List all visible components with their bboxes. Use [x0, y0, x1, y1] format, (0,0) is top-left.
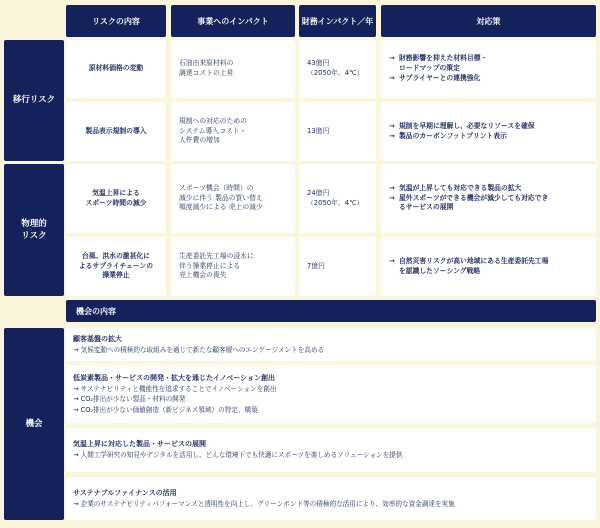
risk-3-finance-note: （2050年、4℃） — [307, 198, 364, 207]
risk-4-measures — [381, 237, 596, 296]
risk-4-content-line: 操業停止 — [102, 271, 130, 280]
measure-text: るサービスの展開 — [399, 203, 454, 212]
measure-text: 自然災害リスクが高い地域にある生産委託先工場 — [399, 256, 549, 265]
risk-2-impact — [171, 102, 295, 161]
section-opportunity-label: 機会 — [25, 418, 43, 429]
risk-3-impact — [171, 164, 295, 233]
risk-1-impact-line: 石油由来原材料の — [179, 59, 234, 68]
risk-2-impact-line: 人件費の増加 — [179, 136, 220, 145]
risk-3-finance-amount: 24億円 — [307, 188, 330, 197]
risk-1-content — [66, 40, 166, 98]
risk-4-content — [66, 237, 166, 296]
arrow-right-icon: → — [389, 193, 395, 202]
opportunity-title: サステナブルファイナンスの活用 — [73, 488, 177, 497]
opportunity-item: → サステナビリティと機能性を追求することでイノベーションを創出 — [73, 385, 277, 394]
arrow-right-icon: → — [389, 256, 395, 265]
measure-text: 屋外スポーツができる機会が減少しても対応でき — [399, 193, 549, 202]
opportunity-title: 気温上昇に対応した製品・サービスの展開 — [73, 440, 206, 449]
arrow-right-icon: → — [389, 183, 395, 192]
risk-1-content-line: 原材料価格の変動 — [88, 64, 144, 73]
section-opportunity — [4, 328, 64, 520]
risk-3-measures — [381, 164, 596, 233]
section-transition-label: 移行リスク — [12, 95, 56, 106]
risk-2-impact-line: 規制への対応のための — [179, 116, 247, 125]
risk-3-impact-line: スポーツ機会（時間）の — [179, 183, 254, 192]
opportunity-item: → CO₂排出が少ない製品・材料の開発 — [73, 395, 186, 404]
risk-3-content-line: スポーツ時間の減少 — [85, 198, 147, 207]
risk-4-finance — [299, 237, 376, 296]
opportunity-item: → 気候変動への積極的な取組みを通じて新たな顧客層へのエンゲージメントを高める — [73, 345, 325, 354]
arrow-right-icon: → — [389, 131, 395, 140]
opportunity-item: → 人間工学研究の知見やデジタルを活用し、どんな環境下でも快適にスポーツを楽しめるソリューションを提供 — [73, 451, 403, 460]
header-business-impact: 事業へのインパクト — [171, 5, 295, 37]
measure-item — [389, 184, 596, 194]
opportunity-title: 顧客基盤の拡大 — [73, 334, 122, 343]
risk-2-finance-amount: 13億円 — [307, 126, 330, 135]
risk-4-finance-amount: 7億円 — [307, 261, 325, 270]
opportunities-header-label: 機会の内容 — [76, 306, 116, 316]
measure-item — [389, 257, 596, 277]
risk-4-content-line: 台風、洪水の激甚化に — [82, 251, 150, 260]
section-physical-label-line2: リスク — [21, 231, 47, 241]
opportunity-item: → 企業のサステナビリティパフォーマンスと透明性を向上し、グリーンボンド等の積極的な活用により、効率的な資金調達を実施 — [73, 499, 455, 508]
opportunity-4 — [66, 477, 596, 520]
opportunity-3 — [66, 428, 596, 472]
risk-3-impact-line: 減少に伴う 製品の買い替え — [179, 193, 263, 202]
opportunity-1 — [66, 328, 596, 361]
risk-2-content-line: 製品表示規制の導入 — [85, 126, 147, 135]
measure-item — [389, 74, 596, 84]
measure-item — [389, 122, 596, 132]
header-measures: 対応策 — [381, 5, 596, 37]
risk-1-measures — [381, 40, 596, 98]
arrow-right-icon: → — [389, 73, 395, 82]
measure-text: を認識したソーシング戦略 — [399, 266, 481, 275]
risk-1-finance-note: （2050年、4℃） — [307, 69, 364, 77]
opportunity-title: 低炭素製品・サービスの開発・拡大を通じたイノベーション創出 — [73, 374, 276, 383]
measure-text: 財務影響を抑えた材料目標・ — [399, 54, 488, 63]
risk-2-measures — [381, 102, 596, 161]
risk-4-content-line: よるサプライチェーンの — [78, 261, 154, 270]
opportunity-2 — [66, 365, 596, 423]
risk-3-content — [66, 164, 166, 233]
arrow-right-icon: → — [389, 54, 395, 63]
risk-2-impact-line: システム導入コスト・ — [179, 126, 247, 135]
risk-4-impact — [171, 237, 295, 296]
measure-item — [389, 54, 596, 74]
risk-3-impact-line: 頻度減少による 売上の減少 — [179, 203, 263, 212]
arrow-right-icon: → — [389, 121, 395, 130]
section-transition-risk — [4, 40, 64, 161]
risk-4-impact-line: 生産委託先工場の浸水に — [179, 251, 254, 260]
measure-text: 規制を早期に理解し、必要なリソースを確保 — [399, 121, 535, 130]
measure-text: ロードマップの策定 — [399, 64, 460, 73]
risk-1-finance — [299, 40, 376, 98]
opportunity-item: → CO₂排出が少ない価値創造（新ビジネス領域）の特定、構築 — [73, 405, 258, 414]
risk-2-content — [66, 102, 166, 161]
measure-item — [389, 194, 596, 214]
risk-4-impact-line: 売上機会の喪失 — [179, 271, 227, 280]
opportunities-header — [66, 300, 596, 322]
measure-text: サプライヤーとの連携強化 — [399, 73, 481, 82]
risk-1-impact — [171, 40, 295, 98]
risk-1-impact-line: 調達コストの上昇 — [179, 69, 234, 77]
header-financial-impact: 財務インパクト／年 — [299, 5, 376, 37]
risk-3-finance — [299, 164, 376, 233]
section-physical-risk — [4, 164, 64, 296]
risk-3-content-line: 気温上昇による — [92, 188, 140, 197]
risk-2-finance — [299, 102, 376, 161]
section-physical-label-line1: 物理的 — [21, 218, 47, 229]
risk-4-impact-line: 伴う操業停止による — [179, 261, 241, 270]
risk-1-finance-amount: 43億円 — [307, 59, 330, 68]
measure-text: 製品のカーボンフットプリント表示 — [399, 131, 507, 140]
measure-item — [389, 132, 596, 142]
measure-text: 気温が上昇しても対応できる製品の拡大 — [399, 183, 522, 192]
header-risk-content: リスクの内容 — [66, 5, 166, 37]
